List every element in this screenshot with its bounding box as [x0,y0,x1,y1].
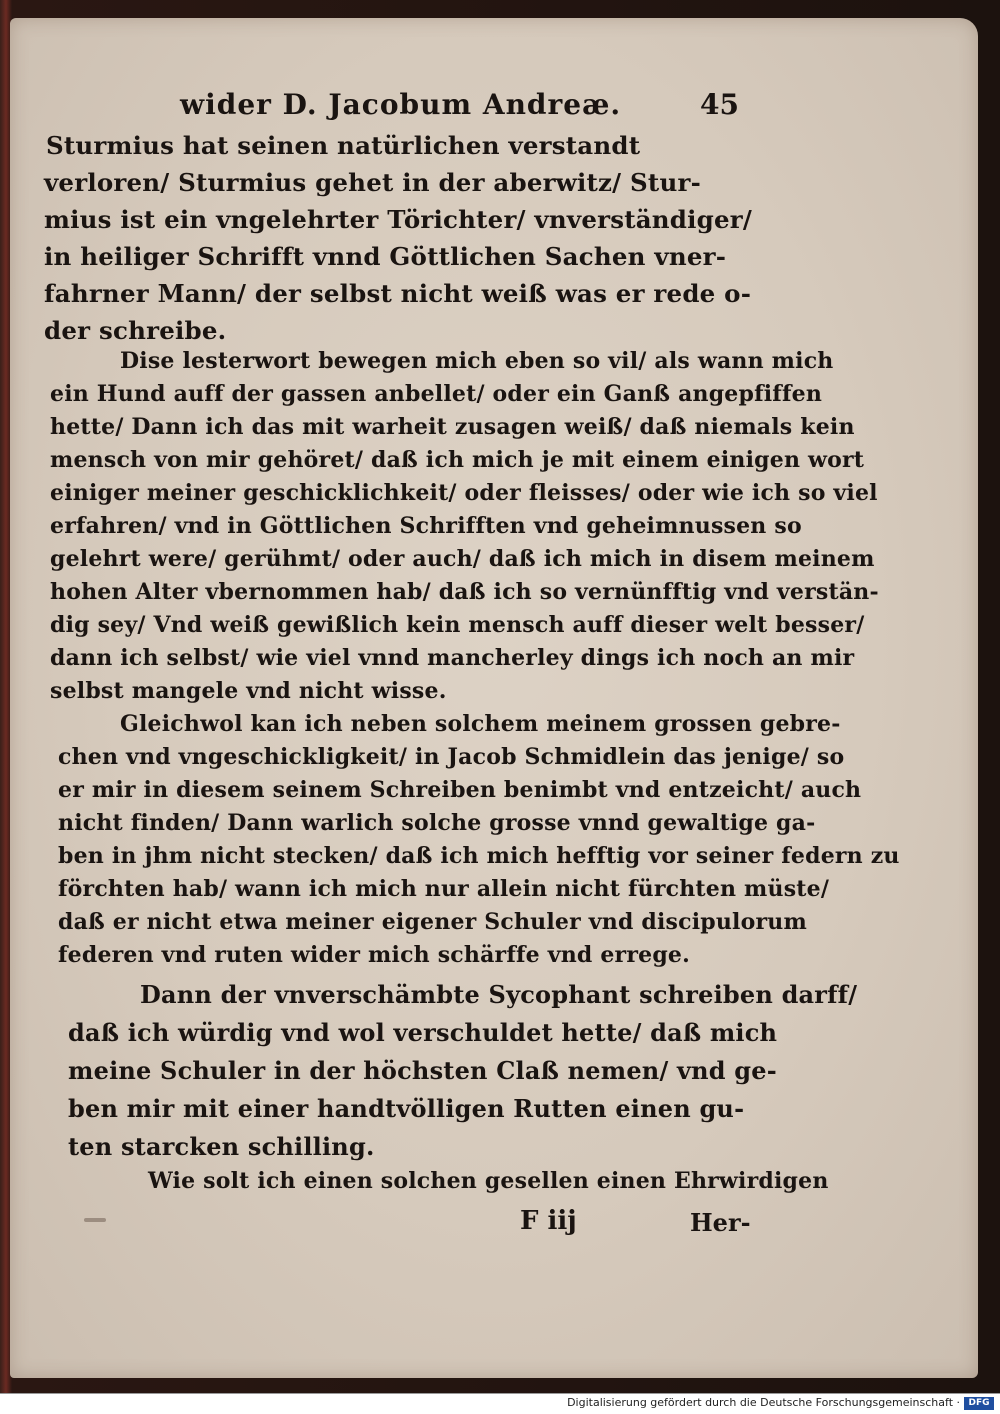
text-line-29: ben mir mit einer handtvölligen Rutten einen gu- [68,1094,745,1123]
text-line-4: in heiliger Schrifft vnnd Göttlichen Sachen vner- [44,242,727,271]
text-line-11: einiger meiner geschicklichkeit/ oder fleisses/ oder wie ich so viel [50,480,878,506]
text-line-24: daß er nicht etwa meiner eigener Schuler vnd discipulorum [58,909,807,935]
text-line-10: mensch von mir gehöret/ daß ich mich je mit einem einigen wort [50,447,865,473]
text-line-19: chen vnd vngeschickligkeit/ in Jacob Schmidlein das jenige/ so [58,744,845,770]
text-line-22: ben in jhm nicht stecken/ daß ich mich hefftig vor seiner federn zu [58,843,900,869]
running-head: wider D. Jacobum Andreæ. [180,88,622,121]
text-line-31: Wie solt ich einen solchen gesellen einen Ehrwirdigen [148,1168,829,1194]
text-line-20: er mir in diesem seinem Schreiben benimbt vnd entzeicht/ auch [58,777,862,803]
text-line-12: erfahren/ vnd in Göttlichen Schrifften vnd geheimnussen so [50,513,802,539]
text-line-21: nicht finden/ Dann warlich solche grosse vnnd gewaltige ga- [58,810,816,836]
text-line-18: Gleichwol kan ich neben solchem meinem grossen gebre- [120,711,841,737]
text-line-27: daß ich würdig vnd wol verschuldet hette/ daß mich [68,1018,778,1047]
text-line-2: verloren/ Sturmius gehet in der aberwitz/ Stur- [44,168,701,197]
text-line-8: ein Hund auff der gassen anbellet/ oder ein Ganß angepfiffen [50,381,823,407]
text-line-9: hette/ Dann ich das mit warheit zusagen weiß/ daß niemals kein [50,414,855,440]
signature-mark: F iij [520,1206,577,1236]
text-line-14: hohen Alter vbernommen hab/ daß ich so vernünfftig vnd verstän- [50,579,879,605]
dfg-logo: DFG [964,1397,994,1410]
text-line-25: federen vnd ruten wider mich schärffe vnd errege. [58,942,690,968]
text-line-16: dann ich selbst/ wie viel vnnd mancherley dings ich noch an mir [50,645,855,671]
text-line-7: Dise lesterwort bewegen mich eben so vil/ als wann mich [120,348,834,374]
text-line-3: mius ist ein vngelehrter Törichter/ vnverständiger/ [44,205,753,234]
ink-smudge [84,1218,106,1222]
text-line-5: fahrner Mann/ der selbst nicht weiß was er rede o- [44,279,752,308]
text-line-1: Sturmius hat seinen natürlichen verstandt [46,131,641,160]
text-line-26: Dann der vnverschämbte Sycophant schreiben darff/ [140,980,858,1009]
text-line-28: meine Schuler in der höchsten Claß nemen/ vnd ge- [68,1056,777,1085]
text-line-23: förchten hab/ wann ich mich nur allein nicht fürchten müste/ [58,876,830,902]
text-line-30: ten starcken schilling. [68,1132,375,1161]
text-line-17: selbst mangele vnd nicht wisse. [50,678,447,704]
book-page [10,18,978,1378]
catchword: Her- [690,1208,751,1237]
footer-bar [0,1393,1000,1414]
footer-credit: Digitalisierung gefördert durch die Deutsche Forschungsgemeinschaft · [567,1396,960,1409]
text-line-15: dig sey/ Vnd weiß gewißlich kein mensch auff dieser welt besser/ [50,612,865,638]
folio-number: 45 [700,88,739,121]
text-line-13: gelehrt were/ gerühmt/ oder auch/ daß ich mich in disem meinem [50,546,875,572]
text-line-6: der schreibe. [44,316,227,345]
